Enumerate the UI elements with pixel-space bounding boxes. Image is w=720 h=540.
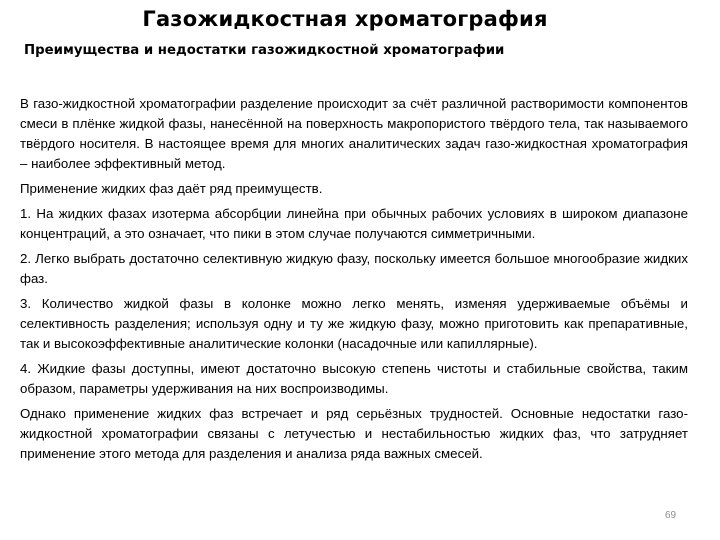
paragraph-advantage-2: 2. Легко выбрать достаточно селективную жидкую фазу, поскольку имеется большое многообразие жидких фаз. (20, 251, 688, 286)
paragraph-intro: В газо-жидкостной хроматографии разделение происходит за счёт различной растворимости компонентов смеси в плёнке жидкой фазы, нанесённой на поверхность макропористого твёрдого тела, так называемого твёрдого носителя. В настоящее время для многих аналитических задач газо-жидкостная хроматография – наиболее эффективный метод. (20, 96, 688, 171)
paragraph-advantage-1: 1. На жидких фазах изотерма абсорбции линейна при обычных рабочих условиях в широком диапазоне концентраций, а это означает, что пики в этом случае получаются симметричными. (20, 206, 688, 241)
page-title: Газожидкостная хроматография (142, 7, 548, 31)
page-subtitle: Преимущества и недостатки газожидкостной хроматографии (24, 43, 505, 58)
paragraph-disadvantages: Однако применение жидких фаз встречает и ряд серьёзных трудностей. Основные недостатки газо-жидкостной хроматографии связаны с летучестью и нестабильностью жидких фаз, что затрудняет применение этого метода для разделения и анализа ряда важных смесей. (20, 406, 688, 461)
body-text (20, 94, 688, 469)
paragraph-advantage-3: 3. Количество жидкой фазы в колонке можно легко менять, изменяя удерживаемые объёмы и селективность разделения; используя одну и ту же жидкую фазу, можно приготовить как препаративные, так и высокоэффективные аналитические колонки (насадочные или капиллярные). (20, 296, 688, 351)
page-number: 69 (665, 510, 677, 521)
paragraph-advantages-lead: Применение жидких фаз даёт ряд преимуществ. (20, 181, 323, 196)
paragraph-advantage-4: 4. Жидкие фазы доступны, имеют достаточно высокую степень чистоты и стабильные свойства, таким образом, параметры удерживания на них воспроизводимы. (20, 361, 688, 396)
